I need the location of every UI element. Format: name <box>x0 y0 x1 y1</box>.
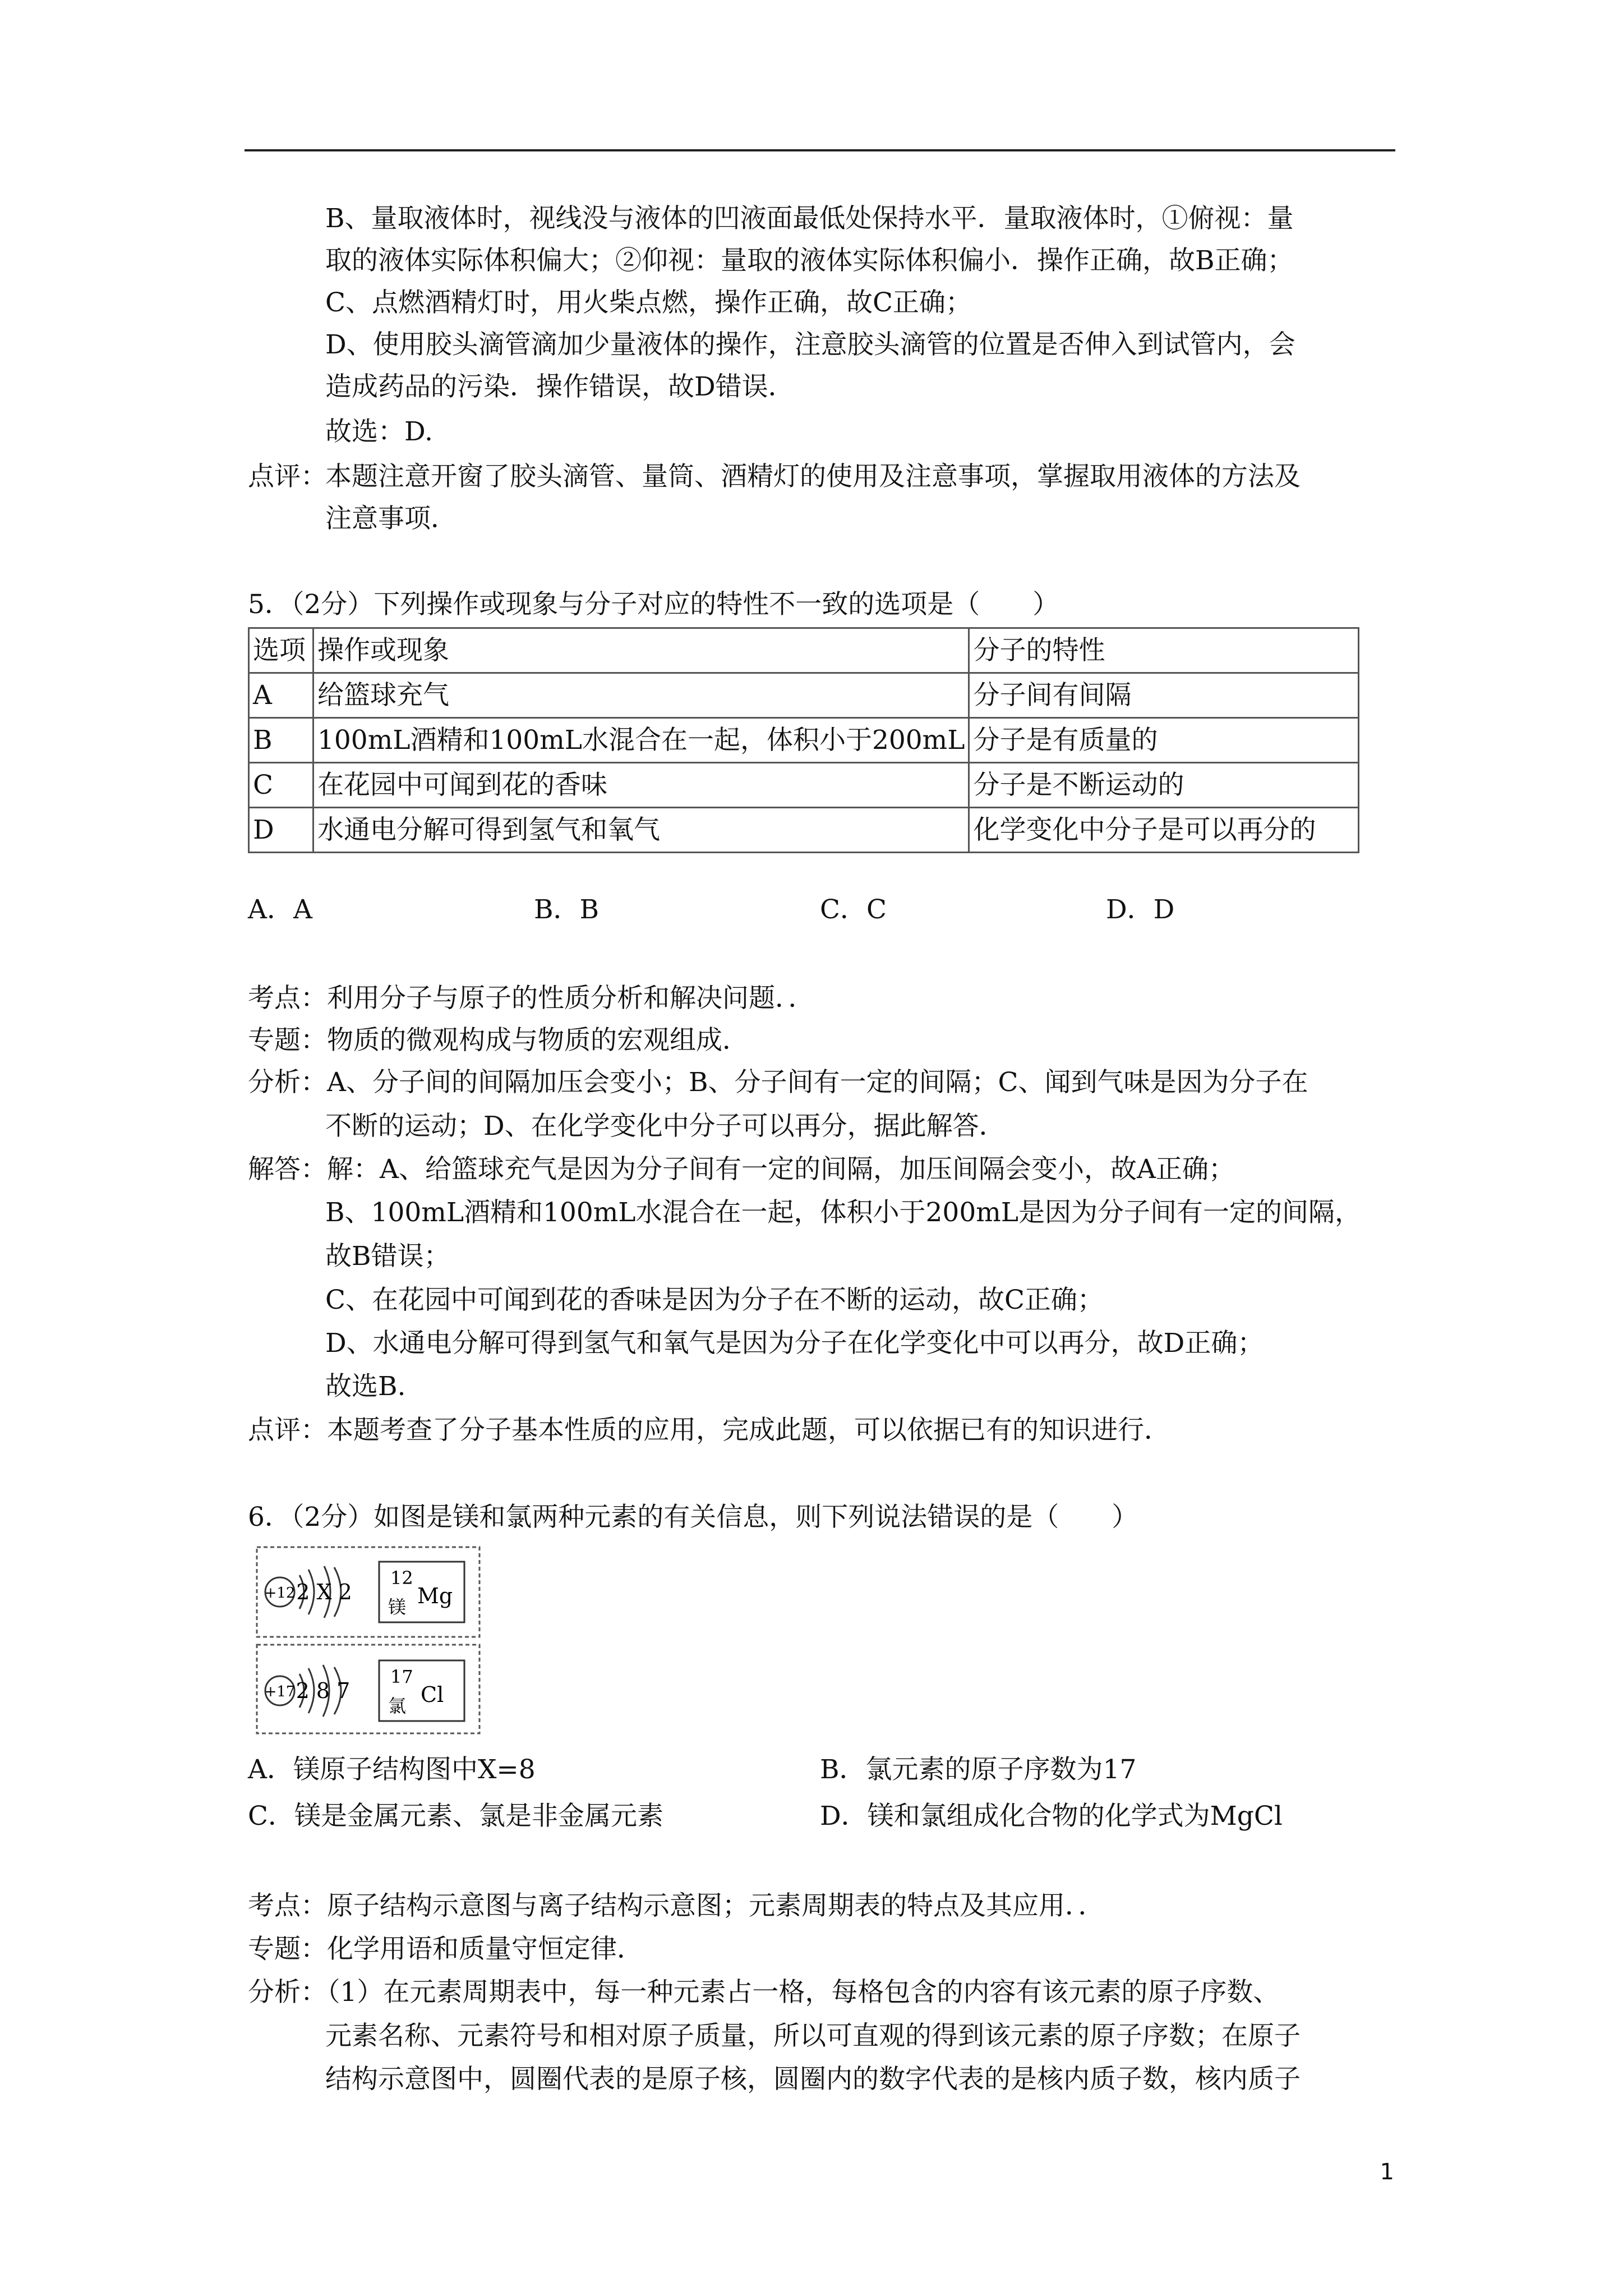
q6-stem: 6．（2分）如图是镁和氯两种元素的有关信息，则下列说法错误的是（ ） <box>248 1502 1138 1533</box>
q4-line-6: 故选：D. <box>325 416 433 447</box>
q4-line-2: 取的液体实际体积偏大；②仰视：量取的液体实际体积偏小．操作正确，故B正确； <box>325 245 1294 276</box>
q5-jieda-line-3: 故B错误； <box>325 1241 450 1272</box>
cl-shells: 2 8 7 <box>296 1678 351 1703</box>
q5-option-c: C．C <box>820 894 887 925</box>
q5-dianping: 点评：本题考查了分子基本性质的应用，完成此题，可以依据已有的知识进行． <box>248 1415 1170 1446</box>
table-cell: 在花园中可闻到花的香味 <box>313 763 969 808</box>
q4-comment-label: 点评： <box>248 461 327 492</box>
q4-comment-line-2: 注意事项． <box>325 503 457 534</box>
q6-fenxi-line-2: 元素名称、元素符号和相对原子质量，所以可直观的得到该元素的原子序数；在原子 <box>325 2021 1301 2051</box>
table-header-cell: 选项 <box>249 628 313 673</box>
table-cell: 分子是有质量的 <box>969 718 1359 763</box>
table-row <box>249 808 1359 853</box>
table-cell: 水通电分解可得到氢气和氧气 <box>313 808 969 853</box>
cl-name: 氯 <box>388 1695 407 1717</box>
mg-symbol: Mg <box>417 1584 453 1608</box>
q6-kaodian: 考点：原子结构示意图与离子结构示意图；元素周期表的特点及其应用．． <box>248 1890 1105 1921</box>
table-cell: 给篮球充气 <box>313 673 969 718</box>
q5-fenxi-line-1: 分析：A、分子间的间隔加压会变小；B、分子间有一定的间隔；C、闻到气味是因为分子在 <box>248 1067 1308 1098</box>
q5-option-a: A．A <box>248 894 312 925</box>
q6-zhuanti: 专题：化学用语和质量守恒定律． <box>248 1934 643 1964</box>
q5-jieda-line-2: B、100mL酒精和100mL水混合在一起，体积小于200mL是因为分子间有一定的间隔， <box>325 1197 1361 1228</box>
q5-option-d: D．D <box>1106 894 1175 925</box>
mg-number: 12 <box>390 1567 413 1589</box>
table-row <box>249 673 1359 718</box>
q5-jieda-line-5: D、水通电分解可得到氢气和氧气是因为分子在化学变化中可以再分，故D正确； <box>325 1328 1264 1359</box>
q5-jieda-line-4: C、在花园中可闻到花的香味是因为分子在不断的运动，故C正确； <box>325 1285 1104 1315</box>
q4-line-3: C、点燃酒精灯时，用火柴点燃，操作正确，故C正确； <box>325 287 972 318</box>
q5-jieda-line-6: 故选B. <box>325 1371 406 1402</box>
table-cell: 分子是不断运动的 <box>969 763 1359 808</box>
table-header-row <box>249 628 1359 673</box>
q5-stem: 5．（2分）下列操作或现象与分子对应的特性不一致的选项是（ ） <box>248 589 1059 620</box>
q5-fenxi-line-2: 不断的运动；D、在化学变化中分子可以再分，据此解答． <box>325 1111 1006 1142</box>
q4-comment-line-1: 本题注意开窗了胶头滴管、量筒、酒精灯的使用及注意事项，掌握取用液体的方法及 <box>325 461 1301 492</box>
table-row <box>249 718 1359 763</box>
q4-line-4: D、使用胶头滴管滴加少量液体的操作，注意胶头滴管的位置是否伸入到试管内，会 <box>325 329 1295 360</box>
header-rule <box>245 149 1395 151</box>
q5-kaodian: 考点：利用分子与原子的性质分析和解决问题．． <box>248 983 815 1014</box>
cl-number: 17 <box>390 1666 413 1687</box>
table-cell: 分子间有间隔 <box>969 673 1359 718</box>
q6-option-d: D．镁和氯组成化合物的化学式为MgCl <box>820 1801 1283 1832</box>
cl-nucleus: +17 <box>264 1683 296 1700</box>
q6-option-c: C．镁是金属元素、氯是非金属元素 <box>248 1801 663 1832</box>
table-cell: 化学变化中分子是可以再分的 <box>969 808 1359 853</box>
q4-line-5: 造成药品的污染．操作错误，故D错误． <box>325 371 795 402</box>
table-row <box>249 763 1359 808</box>
q5-option-b: B．B <box>534 894 600 925</box>
mg-shells: 2 X 2 <box>296 1580 352 1604</box>
q6-option-a: A．镁原子结构图中X=8 <box>248 1754 536 1785</box>
q4-line-1: B、量取液体时，视线没与液体的凹液面最低处保持水平．量取液体时，①俯视：量 <box>325 203 1294 234</box>
q6-fenxi-line-3: 结构示意图中，圆圈代表的是原子核，圆圈内的数字代表的是核内质子数，核内质子 <box>325 2064 1301 2095</box>
table-cell: B <box>249 718 313 763</box>
table-header-cell: 分子的特性 <box>969 628 1359 673</box>
table-cell: 100mL酒精和100mL水混合在一起，体积小于200mL <box>313 718 969 763</box>
q6-fenxi-line-1: 分析：（1）在元素周期表中，每一种元素占一格，每格包含的内容有该元素的原子序数、 <box>248 1977 1280 2008</box>
table-cell: C <box>249 763 313 808</box>
q5-table <box>248 627 1359 853</box>
mg-name: 镁 <box>388 1596 407 1618</box>
atom-structure-figure <box>255 1545 482 1736</box>
cl-symbol: Cl <box>421 1682 444 1707</box>
table-cell: A <box>249 673 313 718</box>
q6-option-b: B．氯元素的原子序数为17 <box>820 1754 1137 1785</box>
q5-jieda-line-1: 解答：解：A、给篮球充气是因为分子间有一定的间隔，加压间隔会变小，故A正确； <box>248 1154 1235 1185</box>
table-header-cell: 操作或现象 <box>313 628 969 673</box>
mg-nucleus: +12 <box>264 1585 296 1602</box>
table-cell: D <box>249 808 313 853</box>
q5-zhuanti: 专题：物质的微观构成与物质的宏观组成． <box>248 1025 749 1056</box>
page-number: 1 <box>1380 2159 1394 2185</box>
